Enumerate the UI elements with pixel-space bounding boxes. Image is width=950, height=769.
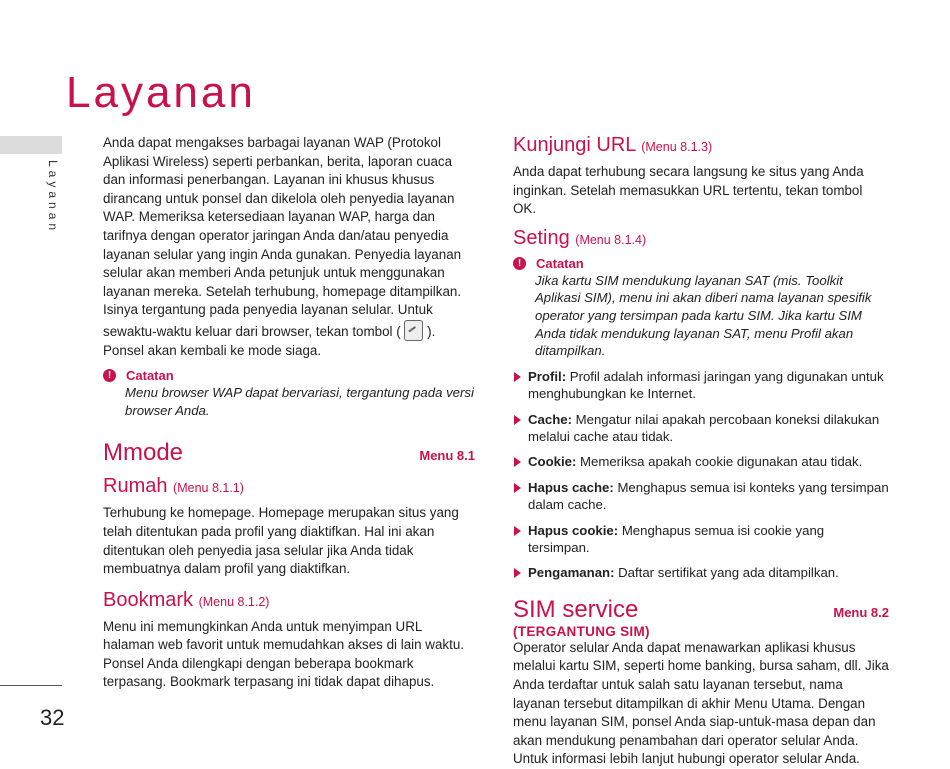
list-item: Profil: Profil adalah informasi jaringan yang digunakan untuk menghubungkan ke Internet. — [513, 368, 889, 403]
bookmark-heading — [103, 589, 475, 612]
option-list — [513, 368, 889, 582]
right-column — [513, 134, 889, 769]
list-item: Pengamanan: Daftar sertifikat yang ada ditampilkan. — [513, 564, 889, 581]
arrow-icon — [514, 568, 521, 578]
sim-menu: Menu 8.2 — [833, 604, 889, 620]
page-number: 32 — [40, 705, 65, 730]
mmode-title: Mmode — [103, 439, 184, 467]
arrow-icon — [514, 372, 521, 382]
sim-subtitle: (TERGANTUNG SIM) — [513, 623, 650, 639]
rumah-text: Terhubung ke homepage. Homepage merupakan situs yang telah ditentukan pada profil yang diaktifkan. Hal ini akan ditentukan oleh penyedia jasa selular jika Anda tidak membuatnya dalam profil yang diaktifkan. — [103, 505, 459, 577]
side-tab-bar — [0, 136, 62, 154]
seting-title: Seting — [513, 226, 570, 249]
url-heading — [513, 134, 889, 157]
side-label: Layanan — [46, 160, 60, 235]
bookmark-title: Bookmark — [103, 588, 194, 611]
arrow-icon — [514, 457, 521, 467]
bookmark-menu: (Menu 8.1.2) — [198, 594, 270, 609]
end-key-icon — [404, 320, 423, 341]
rumah-title: Rumah — [103, 475, 168, 498]
url-menu: (Menu 8.1.3) — [641, 140, 713, 154]
page-title: Layanan — [66, 68, 256, 118]
list-item: Hapus cookie: Menghapus semua isi cookie yang tersimpan. — [513, 522, 889, 557]
seting-heading — [513, 227, 889, 250]
exclamation-icon: ! — [103, 369, 116, 382]
left-column — [103, 134, 475, 692]
url-text: Anda dapat terhubung secara langsung ke situs yang Anda inginkan. Setelah memasukkan URL tertentu, tekan tombol OK. — [513, 164, 864, 217]
note-title: Catatan — [126, 368, 174, 384]
intro-paragraph — [103, 134, 475, 360]
list-item: Hapus cache: Menghapus semua isi konteks yang tersimpan dalam cache. — [513, 479, 889, 514]
intro-text: Anda dapat mengakses barbagai layanan WAP (Protokol Aplikasi Wireless) seperti perbankan, berita, laporan cuaca dan informasi penerbangan. Layanan ini khusus khusus dirancang untuk ponsel dan dikelola oleh penyedia layanan WAP. Memeriksa ketersediaan layanan WAP, harga dan tarifnya dengan operator jaringan Anda dan/atau penyedia layanan selular yang ingin Anda gunakan. Penyedia layanan selular akan memberi Anda petunjuk untuk menggunakan layanan mereka. Setelah terhubung, homepage ditampilkan. Isinya tergantung pada penyedia layanan selular. Untuk sewaktu-waktu keluar dari browser, tekan tombol ( — [103, 135, 462, 339]
sim-heading — [513, 596, 889, 624]
sim-text: Operator selular Anda dapat menawarkan aplikasi khusus melalui kartu SIM, seperti home banking, bursa saham, dll. Jika Anda terdaftar untuk salah satu layanan tersebut, nama layanan tersebut ditampilkan di akhir Menu Utama. Dengan menu layanan SIM, ponsel Anda siap-untuk-masa depan dan akan mendukung penambahan dari operator selular Anda. Untuk informasi lebih lanjut hubungi operator selular Anda. — [513, 639, 889, 767]
note-text: Jika kartu SIM mendukung layanan SAT (mis. Toolkit Aplikasi SIM), menu ini akan diberi nama layanan spesifik operator yang tersimpan pada kartu SIM. Jika kartu SIM Anda tidak mendukung layanan SAT, menu Profil akan ditampilkan. — [535, 272, 872, 359]
mmode-menu: Menu 8.1 — [419, 448, 475, 464]
arrow-icon — [514, 415, 521, 425]
list-item: Cookie: Memeriksa apakah cookie digunakan atau tidak. — [513, 453, 889, 470]
list-item: Cache: Mengatur nilai apakah percobaan koneksi dilakukan melalui cache atau tidak. — [513, 411, 889, 446]
note-right — [513, 256, 889, 360]
arrow-icon — [514, 526, 521, 536]
mmode-heading — [103, 439, 475, 467]
note-left — [103, 368, 475, 419]
footer-rule — [0, 685, 62, 686]
note-title: Catatan — [536, 255, 584, 271]
url-title: Kunjungi URL — [513, 134, 636, 156]
bookmark-text: Menu ini memungkinkan Anda untuk menyimpan URL halaman web favorit untuk memudahkan akses di lain waktu. Ponsel Anda dilengkapi dengan beberapa bookmark terpasang. Bookmark terpasang ini tidak dapat dihapus. — [103, 618, 464, 690]
intro-end-text: ). Ponsel akan kembali ke mode siaga. — [103, 323, 436, 358]
sim-title: SIM service — [513, 595, 639, 623]
rumah-heading — [103, 475, 475, 498]
exclamation-icon: ! — [513, 257, 526, 270]
rumah-menu: (Menu 8.1.1) — [173, 481, 244, 496]
note-text: Menu browser WAP dapat bervariasi, tergantung pada versi browser Anda. — [125, 385, 474, 418]
seting-menu: (Menu 8.1.4) — [575, 232, 647, 247]
arrow-icon — [514, 483, 521, 493]
